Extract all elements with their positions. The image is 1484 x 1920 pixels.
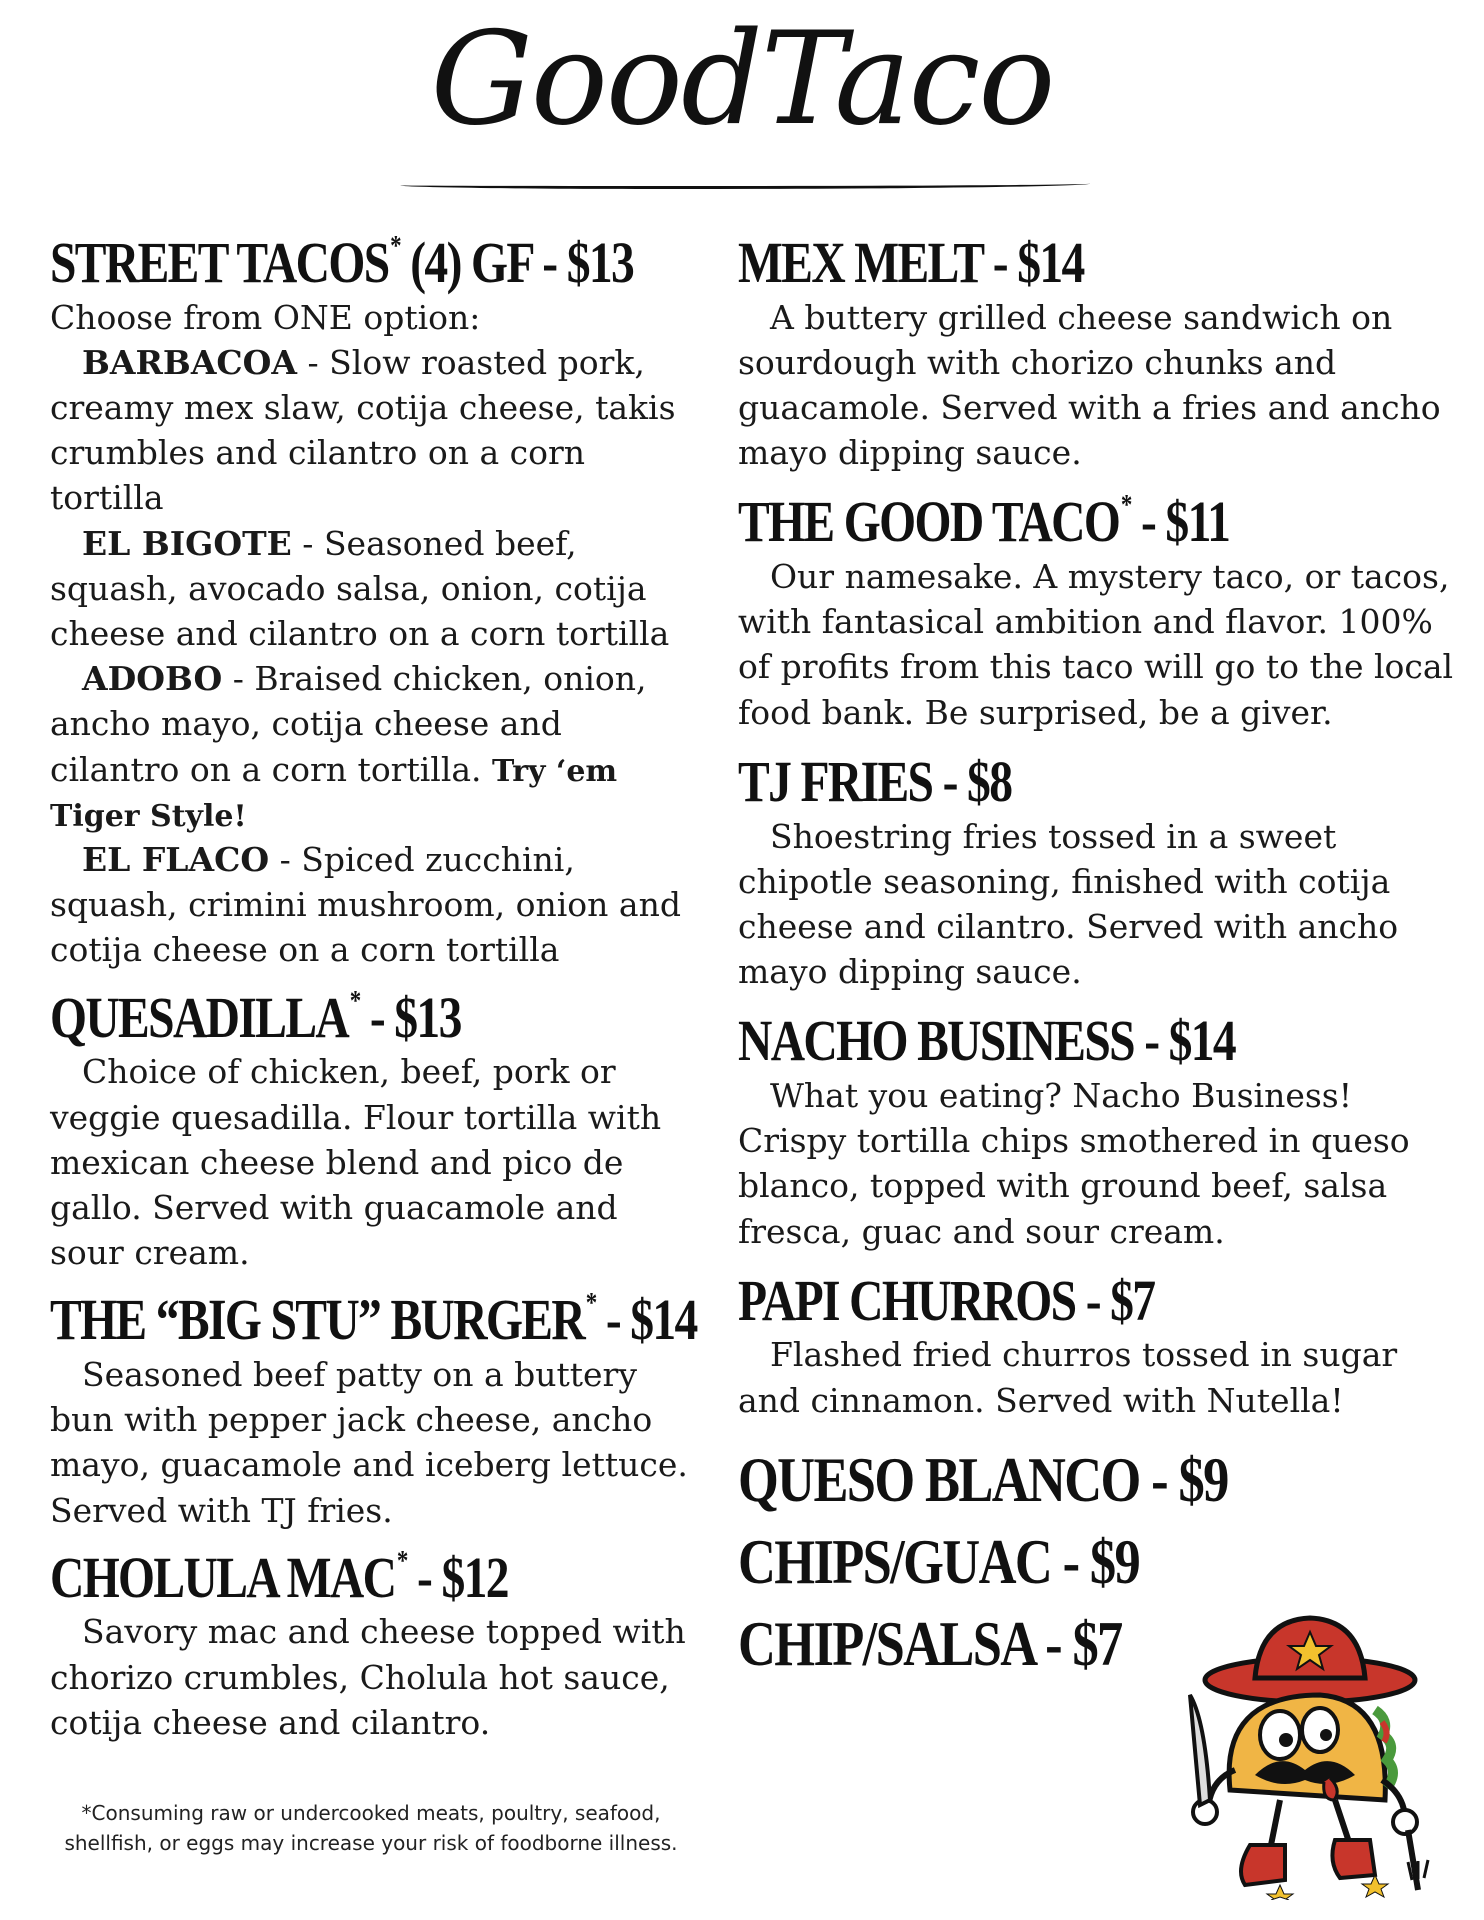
option-desc: - Braised chicken, onion, ancho mayo, cotija cheese and cilantro on a corn tortilla. bbox=[50, 659, 647, 789]
item-title: TJ FRIES - $8 bbox=[738, 748, 1012, 814]
item-title: CHOLULA MAC* - $12 bbox=[50, 1544, 508, 1610]
menu-item-tj-fries bbox=[738, 748, 1458, 994]
item-title: THE “BIG STU” BURGER* - $14 bbox=[50, 1287, 697, 1353]
logo-flourish bbox=[400, 180, 1090, 189]
option-name: ADOBO bbox=[82, 659, 223, 699]
right-column bbox=[738, 232, 1458, 1685]
option-desc: - Slow roasted pork, creamy mex slaw, cotija cheese, takis crumbles and cilantro on a corn tortilla bbox=[50, 342, 676, 518]
option-desc: - Spiced zucchini, squash, crimini mushroom, onion and cotija cheese on a corn tortilla bbox=[50, 840, 681, 970]
item-title: NACHO BUSINESS - $14 bbox=[738, 1008, 1236, 1074]
taco-option bbox=[50, 521, 690, 657]
option-note: Try ‘em Tiger Style! bbox=[50, 753, 618, 834]
item-description: Choice of chicken, beef, pork or veggie quesadilla. Flour tortilla with mexican cheese blend and pico de gallo. Served with guacamole and sour cream. bbox=[50, 1052, 662, 1273]
menu-item-papi-churros bbox=[738, 1267, 1458, 1423]
side-item-chip-salsa: CHIP/SALSA - $7 bbox=[738, 1607, 1122, 1679]
taco-mascot-icon bbox=[1160, 1600, 1440, 1900]
item-title: STREET TACOS* (4) GF - $13 bbox=[50, 230, 634, 295]
taco-option bbox=[50, 656, 690, 837]
logo: GoodTaco bbox=[430, 5, 1054, 154]
item-description: Savory mac and cheese topped with chorizo crumbles, Cholula hot sauce, cotija cheese and cilantro. bbox=[50, 1612, 686, 1742]
item-description: A buttery grilled cheese sandwich on sourdough with chorizo chunks and guacamole. Served with a fries and ancho mayo dipping sauce. bbox=[738, 297, 1441, 473]
disclaimer: *Consuming raw or undercooked meats, poultry, seafood, shellfish, or eggs may increase your risk of foodborne illness. bbox=[64, 1801, 678, 1855]
option-desc: - Seasoned beef, squash, avocado salsa, onion, cotija cheese and cilantro on a corn tortilla bbox=[50, 523, 670, 654]
item-description: Flashed fried churros tossed in sugar and cinnamon. Served with Nutella! bbox=[738, 1335, 1398, 1420]
taco-option bbox=[50, 340, 690, 521]
menu-item-street-tacos bbox=[50, 232, 690, 973]
menu-item-quesadilla bbox=[50, 984, 690, 1276]
item-intro: Choose from ONE option: bbox=[50, 297, 481, 337]
item-title: PAPI CHURROS - $7 bbox=[738, 1267, 1155, 1333]
menu-item-good-taco bbox=[738, 491, 1458, 734]
side-item-queso-blanco: QUESO BLANCO - $9 bbox=[738, 1443, 1228, 1515]
item-title: THE GOOD TACO* - $11 bbox=[738, 489, 1230, 555]
menu-item-mex-melt bbox=[738, 232, 1458, 475]
option-name: BARBACOA bbox=[82, 342, 298, 382]
item-description: What you eating? Nacho Business! Crispy tortilla chips smothered in queso blanco, topped with ground beef, salsa fresca, guac and sour cream. bbox=[738, 1075, 1410, 1251]
option-name: EL BIGOTE bbox=[82, 523, 292, 563]
left-column bbox=[50, 230, 697, 1759]
item-title: MEX MELT - $14 bbox=[738, 230, 1084, 295]
item-description: Seasoned beef patty on a buttery bun with pepper jack cheese, ancho mayo, guacamole and iceberg lettuce. Served with TJ fries. bbox=[50, 1354, 688, 1530]
option-name: EL FLACO bbox=[82, 840, 270, 880]
item-description: Our namesake. A mystery taco, or tacos, with fantasical ambition and flavor. 100% of profits from this taco will go to the local food bank. Be surprised, be a giver. bbox=[738, 557, 1454, 732]
menu-item-burger bbox=[50, 1287, 697, 1532]
item-title: QUESADILLA* - $13 bbox=[50, 984, 461, 1050]
item-description: Shoestring fries tossed in a sweet chipotle seasoning, finished with cotija cheese and cilantro. Served with ancho mayo dipping sauce. bbox=[738, 816, 1399, 992]
menu-item-nacho-business bbox=[738, 1010, 1458, 1253]
taco-option bbox=[50, 837, 690, 973]
side-item-chips-guac: CHIPS/GUAC - $9 bbox=[738, 1525, 1140, 1597]
menu-item-cholula-mac bbox=[50, 1544, 690, 1745]
